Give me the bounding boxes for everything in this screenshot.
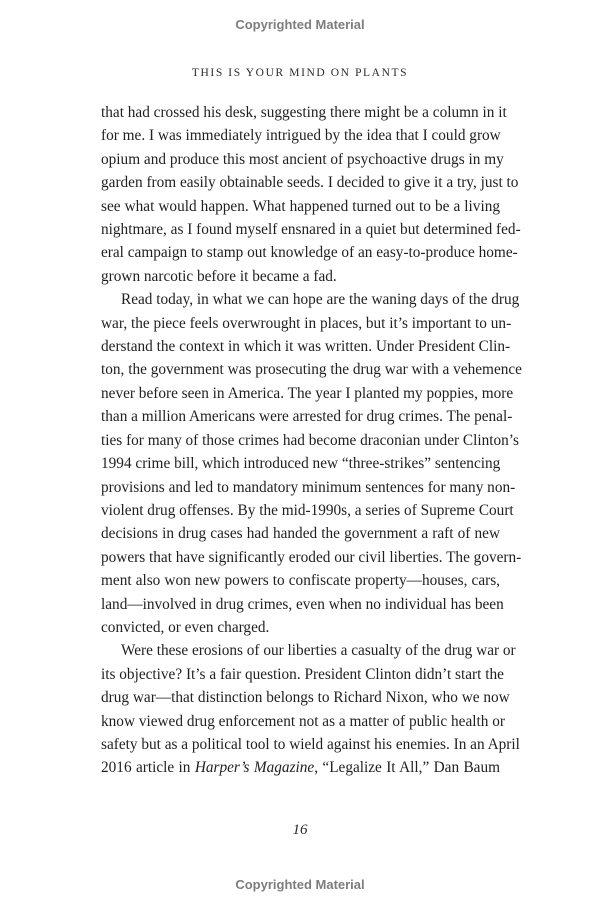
magazine-title: Harper’s Magazine [194, 759, 315, 777]
running-head: THIS IS YOUR MIND ON PLANTS [191, 67, 409, 79]
paragraph-3 [101, 639, 520, 779]
page-number: 16 [292, 822, 308, 838]
text-run: 2016 article in [101, 759, 191, 777]
text-line: convicted, or even charged. [101, 618, 270, 636]
paragraph-1 [101, 101, 521, 288]
text-line: ment also won new powers to confiscate property—houses, cars, [101, 572, 500, 590]
text-line: opium and produce this most ancient of psychoactive drugs in my [101, 150, 504, 168]
text-line: know viewed drug enforcement not as a matter of public health or [101, 712, 505, 730]
text-line: ton, the government was prosecuting the drug war with a vehemence [101, 361, 522, 379]
text-line: land—involved in drug crimes, even when no individual has been [101, 595, 504, 613]
text-line: decisions in drug cases had handed the government a raft of new [101, 525, 500, 543]
text-line: drug war—that distinction belongs to Richard Nixon, who we now [101, 689, 510, 707]
text-line: that had crossed his desk, suggesting there might be a column in it [101, 104, 507, 121]
text-line: see what would happen. What happened turned out to be a living [101, 197, 500, 215]
text-line: for me. I was immediately intrigued by the idea that I could grow [101, 127, 501, 145]
copyright-notice-bottom: Copyrighted Material [235, 877, 365, 892]
text-line: grown narcotic before it became a fad. [101, 267, 337, 285]
text-line: powers that have significantly eroded our civil liberties. The govern- [101, 548, 522, 566]
text-run: , “Legalize It All,” Dan Baum [314, 759, 501, 777]
text-line: violent drug offenses. By the mid-1990s, a series of Supreme Court [101, 501, 514, 519]
text-line: eral campaign to stamp out knowledge of an easy-to-produce home- [101, 244, 518, 262]
body-text [101, 101, 522, 780]
text-line: Read today, in what we can hope are the waning days of the drug [121, 291, 520, 309]
text-line: ties for many of those crimes had become draconian under Clinton’s [101, 431, 519, 449]
text-line: safety but as a political tool to wield against his enemies. In an April [101, 735, 520, 753]
text-line: 1994 crime bill, which introduced new “three-strikes” sentencing [101, 455, 501, 473]
copyright-notice-top: Copyrighted Material [235, 17, 365, 32]
paragraph-2 [101, 288, 522, 639]
text-line: garden from easily obtainable seeds. I decided to give it a try, just to [101, 174, 519, 192]
text-line: war, the piece feels overwrought in places, but it’s important to un- [101, 314, 512, 332]
text-line: its objective? It’s a fair question. President Clinton didn’t start the [101, 665, 504, 683]
text-line: derstand the context in which it was written. Under President Clin- [101, 338, 511, 356]
text-line: nightmare, as I found myself ensnared in a quiet but determined fed- [101, 221, 521, 239]
text-line: provisions and led to mandatory minimum sentences for many non- [101, 478, 516, 496]
text-line: Were these erosions of our liberties a casualty of the drug war or [121, 642, 516, 660]
text-line: never before seen in America. The year I planted my poppies, more [101, 384, 514, 402]
text-line [101, 756, 500, 779]
text-line: than a million Americans were arrested for drug crimes. The penal- [101, 408, 513, 426]
